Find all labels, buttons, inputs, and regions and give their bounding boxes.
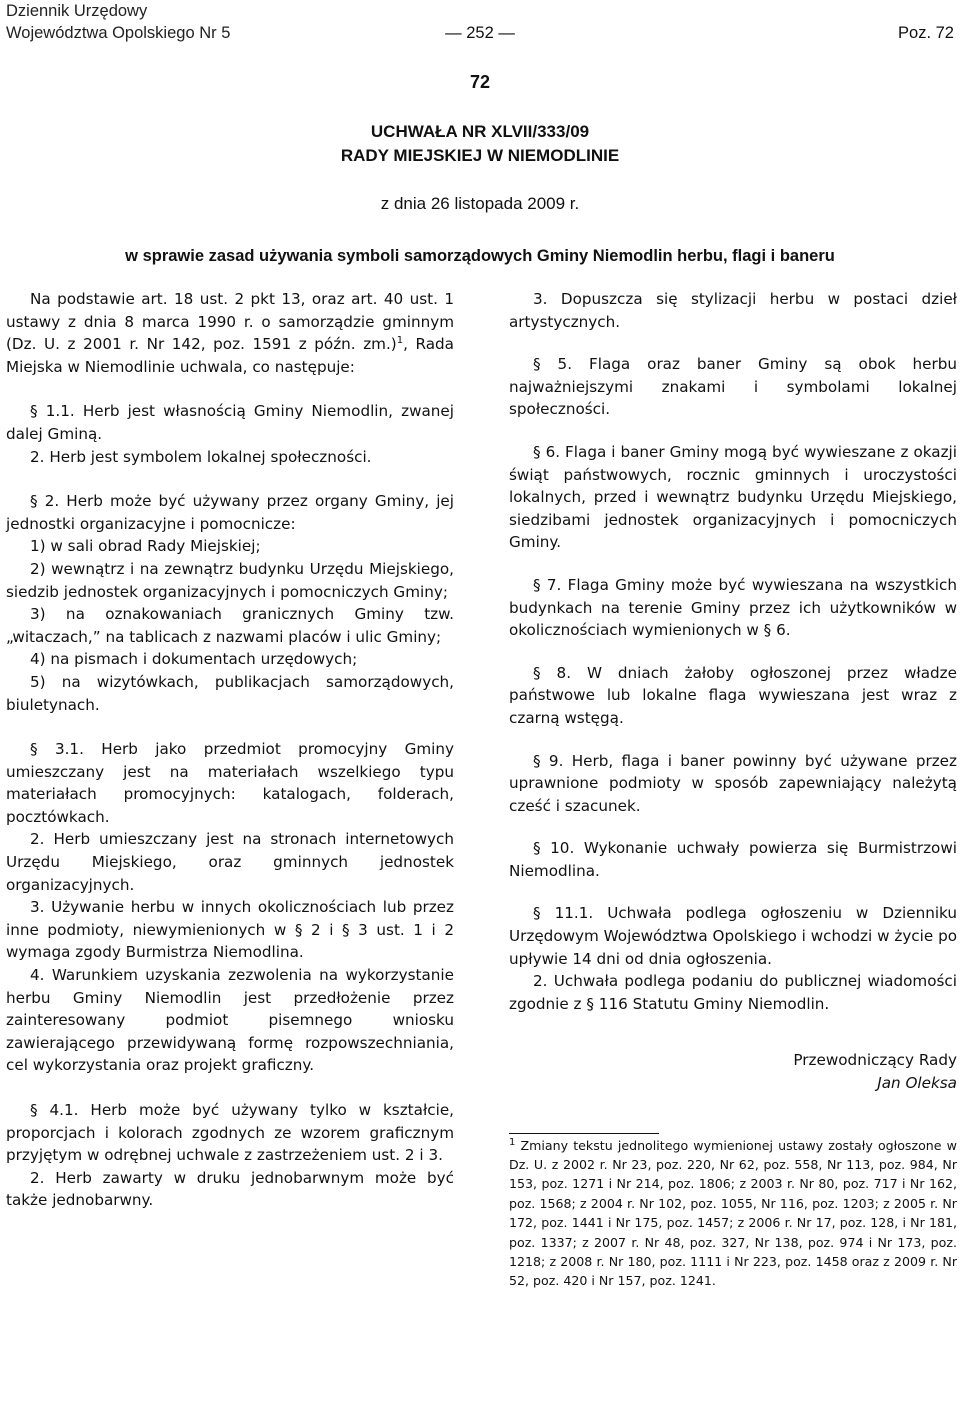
- journal-line-1: Dziennik Urzędowy: [6, 2, 148, 20]
- section-1-2: 2. Herb jest symbolem lokalnej społeczności.: [30, 447, 372, 466]
- section-1-1: § 1.1. Herb jest własnością Gminy Niemodlin, zwanej dalej Gminą.: [6, 402, 454, 443]
- preamble-text-end: , Rada Miejska w Niemodlinie uchwala, co następuje:: [6, 335, 454, 376]
- resolution-title-block: [0, 70, 960, 268]
- position-number: Poz. 72: [898, 24, 954, 42]
- resolution-number: UCHWAŁA NR XLVII/333/09: [370, 122, 590, 141]
- position-heading: 72: [469, 72, 491, 92]
- footnote-divider: [509, 1133, 659, 1134]
- page-number: — 252 —: [445, 24, 515, 42]
- section-3-3: 3. Używanie herbu w innych okolicznościach lub przez inne podmioty, niewymienionych w § 2 i § 3 ust. 1 i 2 wymaga zgody Burmistrza Niemodlina.: [6, 898, 454, 962]
- section-8: § 8. W dniach żałoby ogłoszonej przez władze państwowe lub lokalne flaga wywieszana jest wraz z czarną wstęgą.: [509, 663, 957, 727]
- section-4-2: 2. Herb zawarty w druku jednobarwnym może być także jednobarwny.: [6, 1168, 454, 1210]
- section-4-3: 3. Dopuszcza się stylizacji herbu w postaci dzieł artystycznych.: [509, 290, 957, 331]
- footnote-ref[interactable]: 1: [396, 335, 404, 347]
- section-3-4: 4. Warunkiem uzyskania zezwolenia na wykorzystanie herbu Gminy Niemodlin jest przedłożenie przez zainteresowany podmiot pisemnego wniosku zawierającego przewidywaną formę rozpowszechniania, cel wykorzystania oraz projekt graficzny.: [6, 966, 454, 1075]
- signature-role: Przewodniczący Rady: [793, 1051, 957, 1070]
- signature-name: Jan Oleksa: [877, 1074, 957, 1093]
- footnote-text: Zmiany tekstu jednolitego wymienionej ustawy zostały ogłoszone w Dz. U. z 2002 r. Nr 23, poz. 220, Nr 62, poz. 558, Nr 113, poz. 984, Nr 153, poz. 1271 i Nr 214, poz. 1806; z 2003 r. Nr 80, poz. 717 i Nr 162, poz. 1568; z 2004 r. Nr 102, poz. 1055, Nr 116, poz. 1203; z 2005 r. Nr 172, poz. 1441 i Nr 175, poz. 1457; z 2006 r. Nr 17, poz. 128, i Nr 181, poz. 1337; z 2007 r. Nr 48, poz. 327, Nr 138, poz. 974 i Nr 173, poz. 1218; z 2008 r. Nr 180, poz. 1111 i Nr 223, poz. 1458 oraz z 2009 r. Nr 52, poz. 420 i Nr 157, poz. 1241.: [509, 1137, 957, 1289]
- section-11-2: 2. Uchwała podlega podaniu do publicznej wiadomości zgodnie z § 116 Statutu Gminy Niemodlin.: [509, 972, 957, 1013]
- section-2-intro: § 2. Herb może być używany przez organy Gminy, jej jednostki organizacyjne i pomocnicze:: [6, 492, 454, 533]
- section-9: § 9. Herb, flaga i baner powinny być używane przez uprawnione podmioty w sposób zapewniający należytą cześć i szacunek.: [509, 751, 957, 815]
- section-2-item-4: 4) na pismach i dokumentach urzędowych;: [30, 650, 358, 669]
- preamble: [6, 288, 454, 378]
- right-column: [509, 288, 957, 1291]
- section-2-item-1: 1) w sali obrad Rady Miejskiej;: [30, 537, 261, 556]
- section-7: § 7. Flaga Gminy może być wywieszana na wszystkich budynkach na terenie Gminy przez ich użytkowników w okolicznościach wymienionych w § 6.: [509, 575, 957, 640]
- section-6: § 6. Flaga i baner Gminy mogą być wywieszane z okazji świąt państwowych, rocznic gminnych i uroczystości lokalnych, przed i wewnątrz budynku Urzędu Miejskiego, siedzibami jednostek organizacyjnych i pomocniczych Gminy.: [509, 442, 957, 552]
- footnote: [509, 1136, 957, 1291]
- preamble-text: Na podstawie art. 18 ust. 2 pkt 13, oraz art. 40 ust. 1 ustawy z dnia 8 marca 1990 r. o samorządzie gminnym (Dz. U. z 2001 r. Nr 142, poz. 1591 z późn. zm.): [6, 290, 454, 354]
- section-5: § 5. Flaga oraz baner Gminy są obok herbu najważniejszymi znakami i symbolami lokalnej społeczności.: [509, 355, 957, 419]
- footnote-marker: 1: [509, 1136, 516, 1148]
- section-2-item-3: 3) na oznakowaniach granicznych Gminy tzw. „witaczach,” na tablicach z nazwami placów i ulic Gminy;: [6, 605, 454, 646]
- left-column: [6, 288, 454, 1212]
- section-4-1: § 4.1. Herb może być używany tylko w kształcie, proporcjach i kolorach zgodnych ze wzorem graficznym przyjętym w odrębnej uchwale z zastrzeżeniem ust. 2 i 3.: [6, 1101, 454, 1165]
- council-name: RADY MIEJSKIEJ W NIEMODLINIE: [340, 146, 620, 165]
- journal-line-2: Województwa Opolskiego Nr 5: [6, 24, 231, 42]
- section-10: § 10. Wykonanie uchwały powierza się Burmistrzowi Niemodlina.: [509, 839, 957, 880]
- resolution-date: z dnia 26 listopada 2009 r.: [380, 194, 580, 213]
- section-3-1: § 3.1. Herb jako przedmiot promocyjny Gminy umieszczany jest na materiałach wszelkiego typu materiałach promocyjnych: katalogach, folderach, pocztówkach.: [6, 740, 454, 826]
- section-2-item-2: 2) wewnątrz i na zewnątrz budynku Urzędu Miejskiego, siedzib jednostek organizacyjnych i pomocniczych Gminy;: [6, 559, 454, 601]
- resolution-subject: w sprawie zasad używania symboli samorządowych Gminy Niemodlin herbu, flagi i baneru: [125, 247, 835, 265]
- section-11-1: § 11.1. Uchwała podlega ogłoszeniu w Dzienniku Urzędowym Województwa Opolskiego i wchodzi w życie po upływie 14 dni od dnia ogłoszenia.: [509, 904, 957, 968]
- section-3-2: 2. Herb umieszczany jest na stronach internetowych Urzędu Miejskiego, oraz gminnych jednostek organizacyjnych.: [6, 830, 454, 894]
- section-2-item-5: 5) na wizytówkach, publikacjach samorządowych, biuletynach.: [6, 672, 454, 714]
